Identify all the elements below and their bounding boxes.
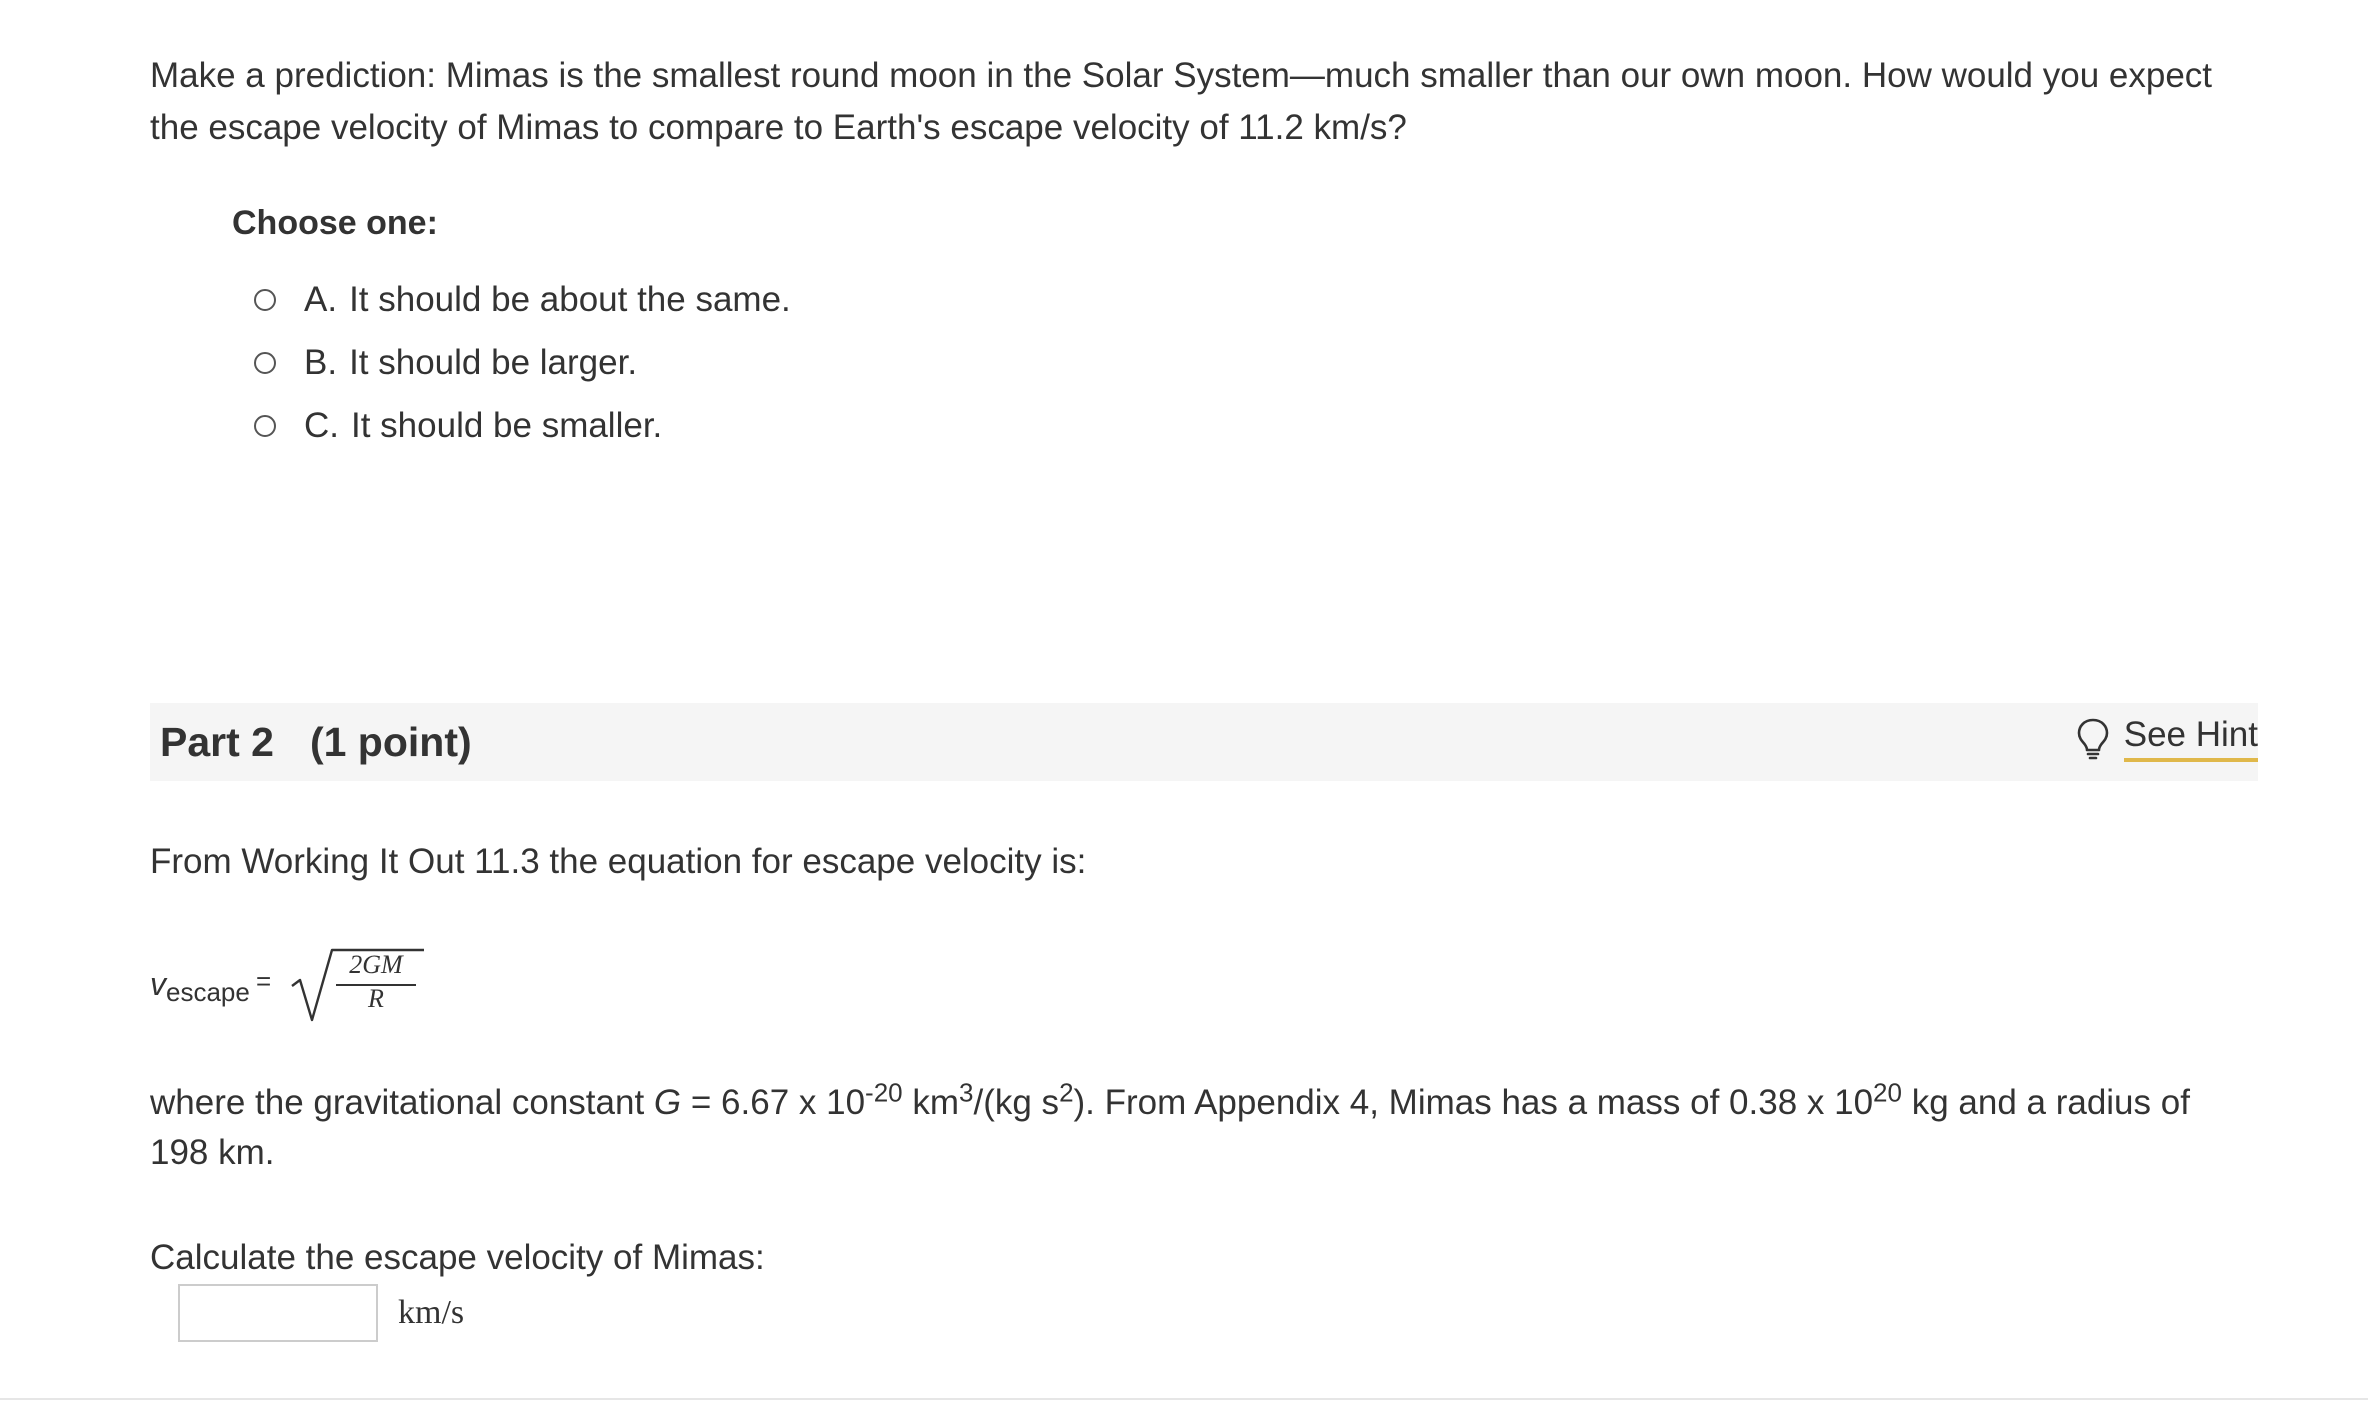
part-2-title — [160, 719, 472, 766]
escape-velocity-equation — [150, 940, 450, 1020]
equation-equals: = — [256, 966, 272, 996]
answer-unit: km/s — [398, 1294, 465, 1331]
part-2-header — [150, 703, 2258, 781]
equation-v: v — [150, 966, 166, 1002]
choice-c[interactable] — [254, 394, 791, 457]
constants-text — [150, 1078, 2250, 1178]
choose-one-label: Choose one: — [232, 204, 438, 242]
see-hint-label[interactable]: See Hint — [2124, 715, 2258, 762]
radio-c[interactable] — [254, 415, 276, 437]
equation-denominator: R — [368, 984, 384, 1013]
choice-letter-c: C. — [304, 405, 339, 445]
part-points: (1 point) — [309, 719, 472, 765]
bottom-divider — [0, 1398, 2368, 1400]
constants-text-4: /(kg s — [973, 1083, 1060, 1122]
constants-text-3: km — [902, 1083, 960, 1122]
equation-lhs — [150, 966, 250, 1007]
constants-text-2: = 6.67 x 10 — [681, 1083, 866, 1122]
constants-text-6: kg and a radius of 198 km. — [150, 1083, 2190, 1172]
equation-numerator: 2GM — [349, 950, 403, 979]
choice-letter-b: B. — [304, 342, 338, 382]
escape-velocity-input[interactable] — [178, 1284, 378, 1342]
radio-b[interactable] — [254, 352, 276, 374]
exponent-km: 3 — [959, 1077, 974, 1108]
exponent-g: -20 — [865, 1077, 903, 1108]
choice-text-c: It should be smaller. — [351, 405, 663, 445]
exponent-s: 2 — [1059, 1077, 1074, 1108]
answer-row — [178, 1284, 464, 1342]
choice-text-a: It should be about the same. — [349, 279, 791, 319]
equation-intro: From Working It Out 11.3 the equation for escape velocity is: — [150, 842, 1087, 881]
constants-text-1: where the gravitational constant — [150, 1083, 654, 1122]
lightbulb-icon — [2076, 717, 2110, 761]
calculate-label: Calculate the escape velocity of Mimas: — [150, 1238, 765, 1277]
choice-b[interactable] — [254, 331, 791, 394]
choice-a[interactable] — [254, 268, 791, 331]
see-hint-button[interactable] — [2076, 715, 2258, 762]
question-prompt: Make a prediction: Mimas is the smallest round moon in the Solar System—much smaller than our own moon. How would you expect the escape velocity of Mimas to compare to Earth's escape velocity of 11.2 km/s? — [150, 56, 2213, 147]
constant-g-symbol: G — [653, 1083, 682, 1122]
constants-text-5: ). From Appendix 4, Mimas has a mass of 0.38 x 10 — [1073, 1083, 1874, 1122]
choice-list — [254, 268, 791, 457]
equation-subscript: escape — [166, 977, 250, 1007]
radio-a[interactable] — [254, 289, 276, 311]
part-number: Part 2 — [160, 719, 274, 765]
choice-text-b: It should be larger. — [349, 342, 638, 382]
choice-letter-a: A. — [304, 279, 338, 319]
exponent-mass: 20 — [1873, 1077, 1902, 1108]
